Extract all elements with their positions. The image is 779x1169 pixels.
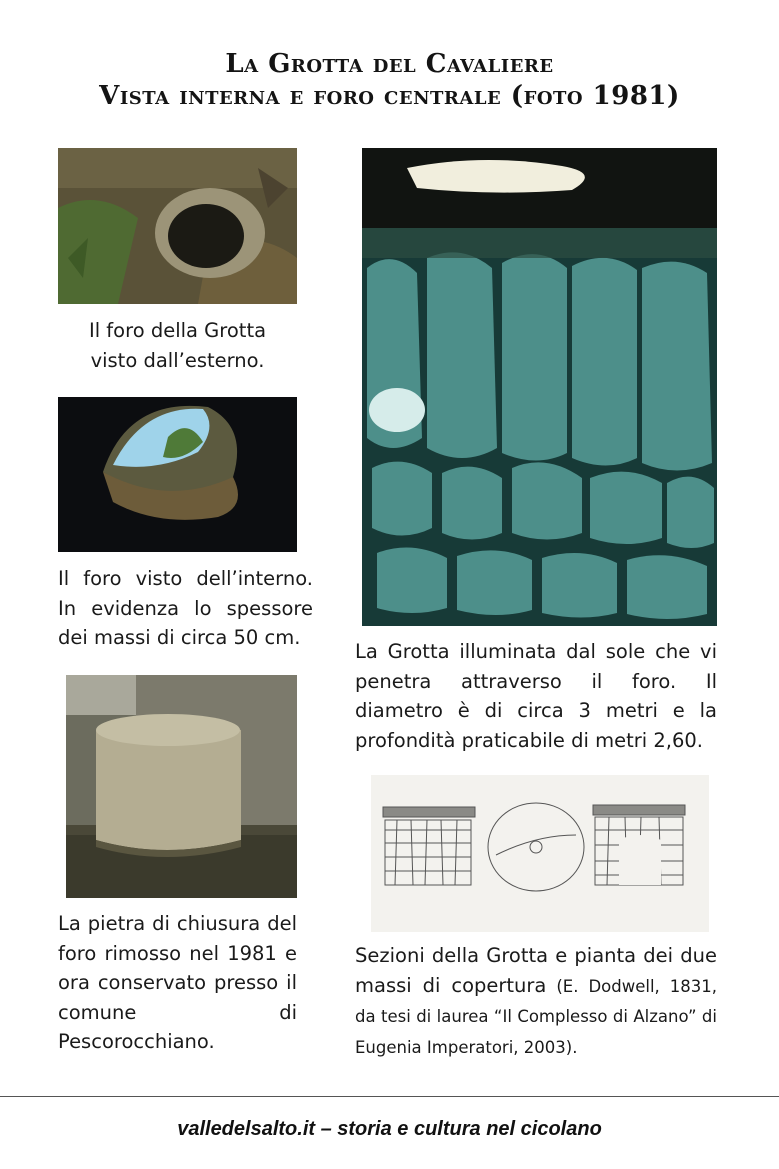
footer-divider xyxy=(0,1096,779,1097)
caption-photo-5-citation: (E. Dodwell, 1831, da tesi di laurea “Il Complesso di Alzano” di Eugenia Imperatori, 2003). xyxy=(355,976,717,1057)
page-title xyxy=(0,48,779,112)
caption-photo-3: La pietra di chiusura del foro rimosso nel 1981 e ora conservato presso il comune di Pescorocchiano. xyxy=(58,912,297,1053)
caption-photo-4: La Grotta illuminata dal sole che vi penetra attraverso il foro. Il diametro è di circa 3 metri e la profondità praticabile di metri 2,60. xyxy=(355,640,717,752)
caption-photo-5 xyxy=(355,941,717,1062)
title-line-2: Vista interna e foro centrale (foto 1981) xyxy=(99,81,680,111)
drawing-cave-sections xyxy=(371,775,709,932)
caption-photo-1 xyxy=(58,316,297,375)
caption-photo-5-main: Sezioni della Grotta e pianta dei due massi di copertura xyxy=(355,944,717,997)
caption-photo-2: Il foro visto dell’interno. In evidenza lo spessore dei massi di circa 50 cm. xyxy=(58,567,313,649)
caption-photo-1-line-2: visto dall’esterno. xyxy=(90,348,265,372)
caption-photo-1-line-1: Il foro della Grotta xyxy=(88,319,267,342)
photo-closing-stone xyxy=(66,675,297,898)
photo-hole-exterior xyxy=(58,148,297,304)
footer-text: valledelsalto.it – storia e cultura nel cicolano xyxy=(177,1118,602,1140)
photo-interior-sunlit xyxy=(362,148,717,626)
photo-hole-interior xyxy=(58,397,297,552)
title-line-1: La Grotta del Cavaliere xyxy=(225,49,554,79)
